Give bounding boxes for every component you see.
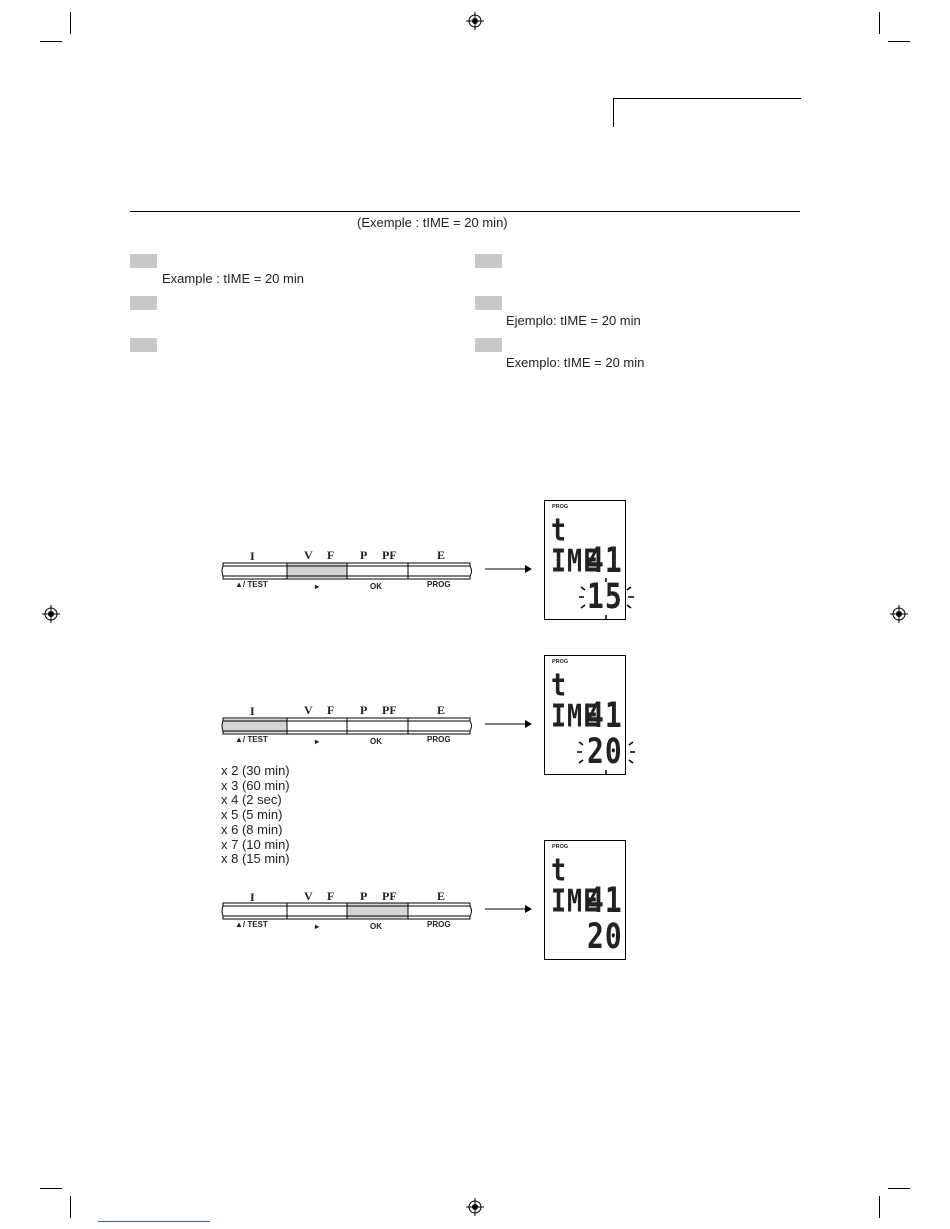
list-item: x 5 (5 min) [221,807,283,823]
lcd-display [544,655,626,775]
step-marker [130,338,157,352]
registration-mark-icon [466,1198,484,1216]
key-label-f: F [327,548,335,562]
lcd-line-1: t IME [551,851,600,919]
registration-mark-icon [890,605,908,623]
arrow-right-icon [485,719,533,729]
key-label-i: I [250,549,255,563]
lcd-line-3: 20 [587,730,623,772]
crop-mark [888,41,910,42]
key-sublabel-arrow: ▸ [315,922,320,931]
key-sublabel-test: ▲/ TEST [235,920,268,929]
key-sublabel-test: ▲/ TEST [235,580,268,589]
key-label-pf: PF [382,889,397,903]
key-label-v: V [304,548,313,562]
key-label-p: P [360,889,368,903]
key-sublabel-prog: PROG [427,735,451,744]
lcd-line-3: 20 [587,915,623,957]
crop-mark [879,12,880,34]
list-item: x 7 (10 min) [221,836,290,852]
lcd-display [544,840,626,960]
crop-mark [70,1196,71,1218]
key-label-v: V [304,703,313,717]
registration-mark-icon [42,605,60,623]
lcd-display [544,500,626,620]
step-marker [475,296,502,310]
lcd-line-2: 41 [587,539,623,581]
lcd-line-1: t IME [551,666,600,734]
key-sublabel-arrow: ▸ [315,582,320,591]
key-label-p: P [360,548,368,562]
key-sublabel-prog: PROG [427,920,451,929]
arrow-right-icon [485,564,533,574]
step-text: Ejemplo: tIME = 20 min [506,313,641,328]
key-sublabel-ok: OK [370,737,382,746]
key-label-i: I [250,890,255,904]
key-label-i: I [250,704,255,718]
lcd-line-2: 41 [587,879,623,921]
step-marker [475,254,502,268]
step-marker [475,338,502,352]
lcd-prog-label: PROG [552,844,569,850]
key-sublabel-ok: OK [370,582,382,591]
key-sublabel-test: ▲/ TEST [235,735,268,744]
lcd-prog-label: PROG [552,504,569,510]
step-marker [130,296,157,310]
crop-mark [70,12,71,34]
key-sublabel-prog: PROG [427,580,451,589]
key-label-pf: PF [382,703,397,717]
crop-mark [888,1188,910,1189]
key-label-v: V [304,889,313,903]
key-label-f: F [327,889,335,903]
key-sublabel-arrow: ▸ [315,737,320,746]
blink-indicator-icon [575,730,637,776]
section-rule [130,211,800,212]
arrow-right-icon [485,904,533,914]
blink-indicator-icon [575,575,637,621]
key-label-pf: PF [382,548,397,562]
crop-mark [40,1188,62,1189]
lcd-line-1: t IME [551,511,600,579]
list-item: x 4 (2 sec) [221,792,282,808]
footer-link-line [98,1221,210,1222]
keypad-bar [220,902,474,920]
lcd-line-2: 41 [587,694,623,736]
header-tab-bracket [613,98,801,127]
key-sublabel-ok: OK [370,922,382,931]
multiplier-list [221,764,290,867]
crop-mark [879,1196,880,1218]
key-label-f: F [327,703,335,717]
list-item: x 3 (60 min) [221,777,290,793]
key-label-e: E [437,548,446,562]
step-text: Example : tIME = 20 min [162,271,304,286]
crop-mark [40,41,62,42]
list-item: x 2 (30 min) [221,763,290,778]
section-subtitle: (Exemple : tIME = 20 min) [357,215,508,230]
registration-mark-icon [466,12,484,30]
list-item: x 8 (15 min) [221,851,290,867]
keypad-bar [220,562,474,580]
step-marker [130,254,157,268]
key-label-p: P [360,703,368,717]
step-text: Exemplo: tIME = 20 min [506,355,645,370]
lcd-prog-label: PROG [552,659,569,665]
key-label-e: E [437,889,446,903]
keypad-bar [220,717,474,735]
key-label-e: E [437,703,446,717]
lcd-line-3: 15 [587,575,623,617]
list-item: x 6 (8 min) [221,821,283,837]
